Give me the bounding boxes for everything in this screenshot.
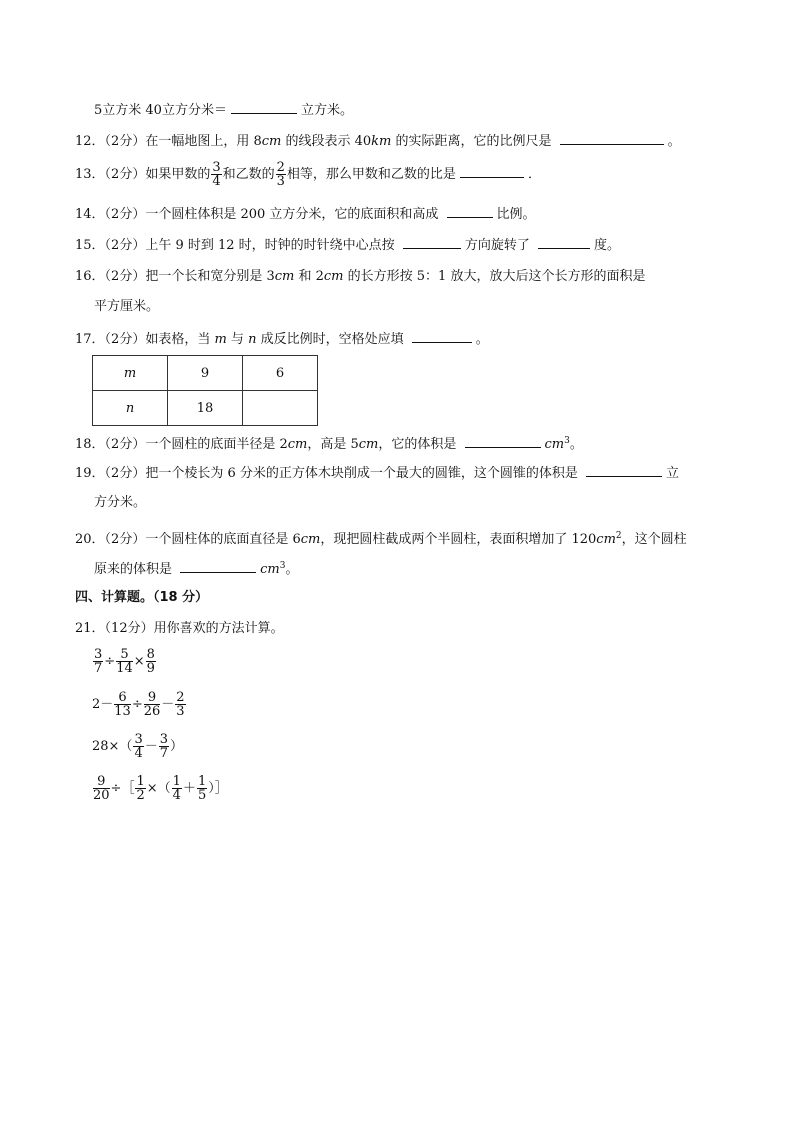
fraction [116, 648, 133, 675]
fraction [135, 775, 145, 802]
q16-text-b: 和 2 [294, 269, 324, 284]
q19-answer-blank[interactable] [586, 464, 662, 477]
q16-text-c: 的长方形按 5：1 放大，放大后这个长方形的面积是 [343, 269, 646, 284]
lead-term: 28×（ [92, 739, 133, 754]
q19-text-a: 把一个棱长为 6 分米的正方体木块削成一个最大的圆锥，这个圆锥的体积是 [145, 466, 582, 481]
q17-text-c: 成反比例时，空格处应填 [256, 332, 408, 347]
q18-text-a: 一个圆柱的底面半径是 2 [145, 437, 288, 452]
q13-fraction-1 [211, 161, 221, 188]
q16-text-a: 把一个长和宽分别是 3 [145, 269, 275, 284]
close-paren: ） [170, 739, 184, 754]
q17-number: 17． [75, 332, 105, 347]
q20-unit-2: cm [596, 532, 616, 547]
question-18 [75, 432, 583, 454]
denominator: 20 [93, 788, 110, 803]
denominator: 14 [116, 661, 133, 676]
numerator: 3 [94, 647, 103, 662]
question-19 [75, 464, 679, 483]
q12-points: （2分） [104, 134, 146, 149]
q17-end: 。 [475, 332, 489, 347]
question-14 [75, 205, 536, 224]
denominator: 4 [172, 788, 181, 803]
q18-number: 18． [75, 437, 105, 452]
numerator: 9 [93, 775, 110, 789]
q17-points: （2分） [104, 332, 146, 347]
q15-number: 15． [75, 238, 105, 253]
q13-number: 13． [75, 167, 105, 182]
operator: ×（ [146, 781, 171, 796]
fraction [159, 733, 169, 760]
q20-text-b: ，现把圆柱截成两个半圆柱，表面积增加了 120 [320, 532, 597, 547]
q21-number: 21． [75, 621, 105, 636]
q11-unit: 立方米。 [300, 103, 353, 118]
q13-f2-numerator: 2 [276, 160, 285, 175]
q13-f2-denominator: 3 [276, 174, 285, 189]
q13-points: （2分） [104, 167, 146, 182]
q15-end: 度。 [593, 238, 620, 253]
numerator: 3 [134, 732, 143, 747]
q14-end: 比例。 [496, 207, 536, 222]
q13-fraction-2 [276, 161, 286, 188]
q20-unit-3: cm [260, 562, 280, 577]
q20-answer-blank[interactable] [180, 560, 256, 573]
q21-points: （12分） [104, 621, 154, 636]
q18-unit-1: cm [287, 437, 308, 452]
fraction [93, 775, 110, 802]
q15-points: （2分） [104, 238, 146, 253]
table-cell: m [93, 356, 168, 391]
operator: ÷ [104, 654, 116, 669]
numerator: 1 [197, 774, 207, 789]
q12-answer-blank[interactable] [560, 132, 664, 145]
fraction [172, 775, 182, 802]
q14-answer-blank[interactable] [447, 205, 493, 218]
q18-points: （2分） [104, 437, 146, 452]
table-cell: 18 [168, 391, 243, 426]
q20-points: （2分） [104, 532, 146, 547]
numerator: 5 [116, 648, 133, 662]
numerator: 9 [144, 691, 161, 705]
denominator: 26 [143, 704, 161, 719]
denominator: 7 [94, 661, 103, 676]
q19-text-line2: 方分米。 [94, 495, 147, 510]
table-cell: 9 [168, 356, 243, 391]
table-cell: n [93, 391, 168, 426]
table-row [93, 356, 318, 391]
q13-text-b: 和乙数的 [222, 167, 275, 182]
q18-unit-2: cm [358, 437, 379, 452]
q20-number: 20． [75, 532, 105, 547]
denominator: 5 [197, 788, 207, 803]
q12-text-b: 的线段表示 40 [281, 134, 372, 149]
question-19-line-2 [94, 494, 146, 512]
numerator: 6 [114, 691, 131, 705]
q19-end: 立 [666, 466, 680, 481]
operator: ÷ [131, 697, 143, 712]
q16-unit-2: cm [323, 269, 344, 284]
q17-var-n: n [248, 332, 257, 347]
q13-f1-numerator: 3 [212, 160, 221, 175]
q17-text-b: 与 [226, 332, 249, 347]
q20-text-a: 一个圆柱体的底面直径是 6 [145, 532, 301, 547]
numerator: 1 [172, 774, 181, 789]
q20-unit-1: cm [300, 532, 321, 547]
operator: ÷［ [110, 781, 135, 796]
operator: × [133, 654, 145, 669]
fraction [93, 648, 103, 675]
operator: － [144, 739, 158, 754]
table-cell: 6 [243, 356, 318, 391]
q15-answer-blank-1[interactable] [403, 236, 461, 249]
fraction [197, 775, 207, 802]
question-15 [75, 236, 620, 255]
q20-text-c: ，这个圆柱 [621, 532, 687, 547]
proportion-table [92, 355, 318, 426]
q18-unit-3: cm [544, 437, 565, 452]
q17-text-a: 如表格，当 [145, 332, 215, 347]
q12-unit-1: cm [261, 134, 282, 149]
expression-3 [92, 733, 183, 760]
q15-text-a: 上午 9 时到 12 时，时钟的时针绕中心点按 [145, 238, 399, 253]
fraction [114, 691, 131, 718]
q15-answer-blank-2[interactable] [538, 236, 590, 249]
q14-number: 14． [75, 207, 105, 222]
section-heading: 四、计算题。（18 分） [75, 590, 209, 605]
q13-text-a: 如果甲数的 [145, 167, 211, 182]
numerator: 3 [159, 732, 169, 747]
q12-number: 12． [75, 134, 105, 149]
q13-f1-denominator: 4 [212, 174, 221, 189]
denominator: 13 [114, 704, 131, 719]
q18-exponent: 3 [564, 436, 570, 446]
q12-text-c: 的实际距离，它的比例尺是 [391, 134, 556, 149]
q19-points: （2分） [104, 466, 146, 481]
q20-exponent-3: 3 [279, 561, 286, 571]
numerator: 1 [136, 774, 145, 789]
q15-text-b: 方向旋转了 [464, 238, 534, 253]
q13-text-c: 相等，那么甲数和乙数的比是 [286, 167, 456, 182]
q11-text: 5立方米 40立方分米＝ [94, 103, 227, 118]
question-16 [75, 268, 645, 286]
q13-answer-blank[interactable] [460, 165, 524, 178]
q12-end: 。 [667, 134, 681, 149]
question-21 [75, 620, 284, 638]
denominator: 9 [146, 661, 155, 676]
q11-tail [94, 101, 353, 120]
lead-term: 2－ [92, 697, 114, 712]
q21-text: 用你喜欢的方法计算。 [153, 621, 284, 636]
q18-end: 。 [569, 437, 583, 452]
question-16-line-2 [94, 298, 159, 316]
expression-1 [92, 648, 157, 675]
table-row [93, 391, 318, 426]
operator: ＋ [182, 781, 196, 796]
denominator: 3 [176, 704, 185, 719]
q16-points: （2分） [104, 269, 146, 284]
fraction [175, 691, 185, 718]
q17-answer-blank[interactable] [412, 330, 472, 343]
q20-end: 。 [285, 562, 299, 577]
numerator: 2 [176, 690, 185, 705]
fraction [146, 648, 156, 675]
q14-points: （2分） [104, 207, 146, 222]
question-20-line-2 [94, 557, 299, 579]
operator: － [161, 697, 175, 712]
q11-answer-blank[interactable] [231, 101, 297, 114]
q20-exponent-2: 2 [615, 531, 622, 541]
question-17 [75, 330, 489, 349]
q18-text-b: ，高是 5 [307, 437, 359, 452]
expression-2 [92, 691, 187, 718]
q17-var-m: m [214, 332, 227, 347]
denominator: 4 [134, 746, 143, 761]
q13-end: ． [527, 167, 541, 182]
q16-number: 16． [75, 269, 105, 284]
question-13 [75, 161, 541, 188]
table-empty-cell[interactable] [243, 391, 318, 426]
q12-text-a: 在一幅地图上，用 8 [145, 134, 262, 149]
q14-text: 一个圆柱体积是 200 立方分米，它的底面积和高成 [145, 207, 443, 222]
expression-4 [92, 775, 228, 802]
denominator: 2 [136, 788, 145, 803]
question-20 [75, 527, 687, 549]
q19-number: 19． [75, 466, 105, 481]
fraction [133, 733, 143, 760]
close-bracket: ）］ [208, 781, 228, 796]
q18-answer-blank[interactable] [465, 435, 541, 448]
fraction [144, 691, 161, 718]
q12-unit-2: km [371, 134, 392, 149]
q16-unit-1: cm [274, 269, 295, 284]
q18-text-c: ，它的体积是 [378, 437, 461, 452]
q20-text-line2: 原来的体积是 [94, 562, 177, 577]
question-12 [75, 132, 681, 151]
denominator: 7 [159, 746, 169, 761]
numerator: 8 [146, 647, 155, 662]
q16-text-line2: 平方厘米。 [94, 299, 160, 314]
